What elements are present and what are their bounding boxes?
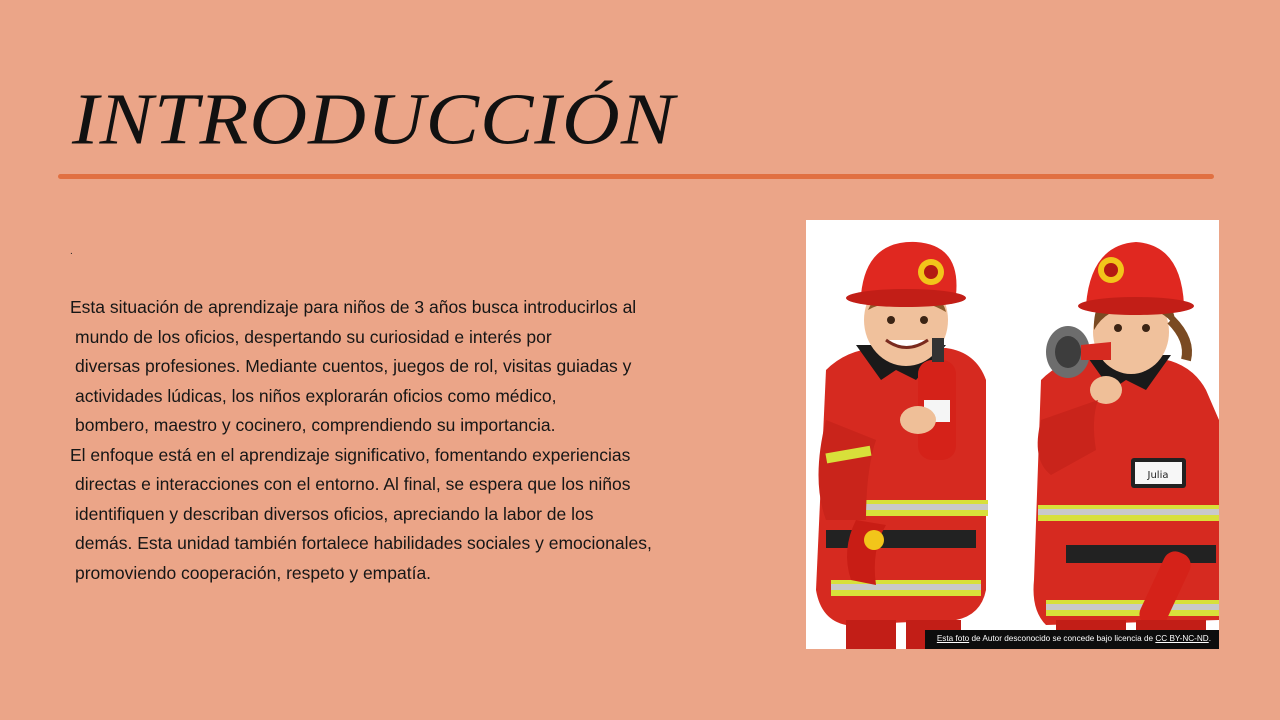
paragraph-line: actividades lúdicas, los niños explorarán oficios como médico,: [75, 385, 557, 406]
paragraph-line: identifiquen y describan diversos oficios, apreciando la labor de los: [75, 503, 594, 524]
right-child-figure: [1034, 242, 1220, 649]
paragraph-line: bombero, maestro y cocinero, comprendiendo su importancia.: [75, 415, 556, 435]
paragraph-line: promoviendo cooperación, respeto y empatía.: [75, 562, 432, 583]
name-tag-text: Julia: [1147, 470, 1169, 481]
paragraph-line: El enfoque está en el aprendizaje significativo, fomentando experiencias: [70, 444, 631, 465]
credit-text: de Autor desconocido se concede bajo licencia de: [969, 634, 1156, 643]
paragraph-line: mundo de los oficios, despertando su curiosidad e interés por: [75, 326, 552, 347]
slide-title: INTRODUCCIÓN: [72, 78, 676, 160]
firefighter-kids-photo[interactable]: [806, 220, 1219, 649]
credit-end: .: [1208, 634, 1211, 643]
title-divider: [58, 174, 1214, 179]
paragraph-line: Esta situación de aprendizaje para niños de 3 años busca introducirlos al: [70, 297, 637, 317]
photo-link[interactable]: Esta foto: [936, 634, 970, 643]
photo-illustration: [806, 220, 1219, 649]
paragraph-line: diversas profesiones. Mediante cuentos, juegos de rol, visitas guiadas y: [75, 356, 632, 376]
left-child-figure: [816, 242, 988, 649]
stray-dot: .: [70, 246, 73, 257]
license-link[interactable]: CC BY-NC-ND: [1155, 634, 1209, 643]
intro-paragraph: [70, 293, 710, 588]
photo-credit: [925, 630, 1219, 649]
paragraph-line: directas e interacciones con el entorno. Al final, se espera que los niños: [75, 474, 631, 494]
paragraph-line: demás. Esta unidad también fortalece habilidades sociales y emocionales,: [75, 533, 652, 553]
